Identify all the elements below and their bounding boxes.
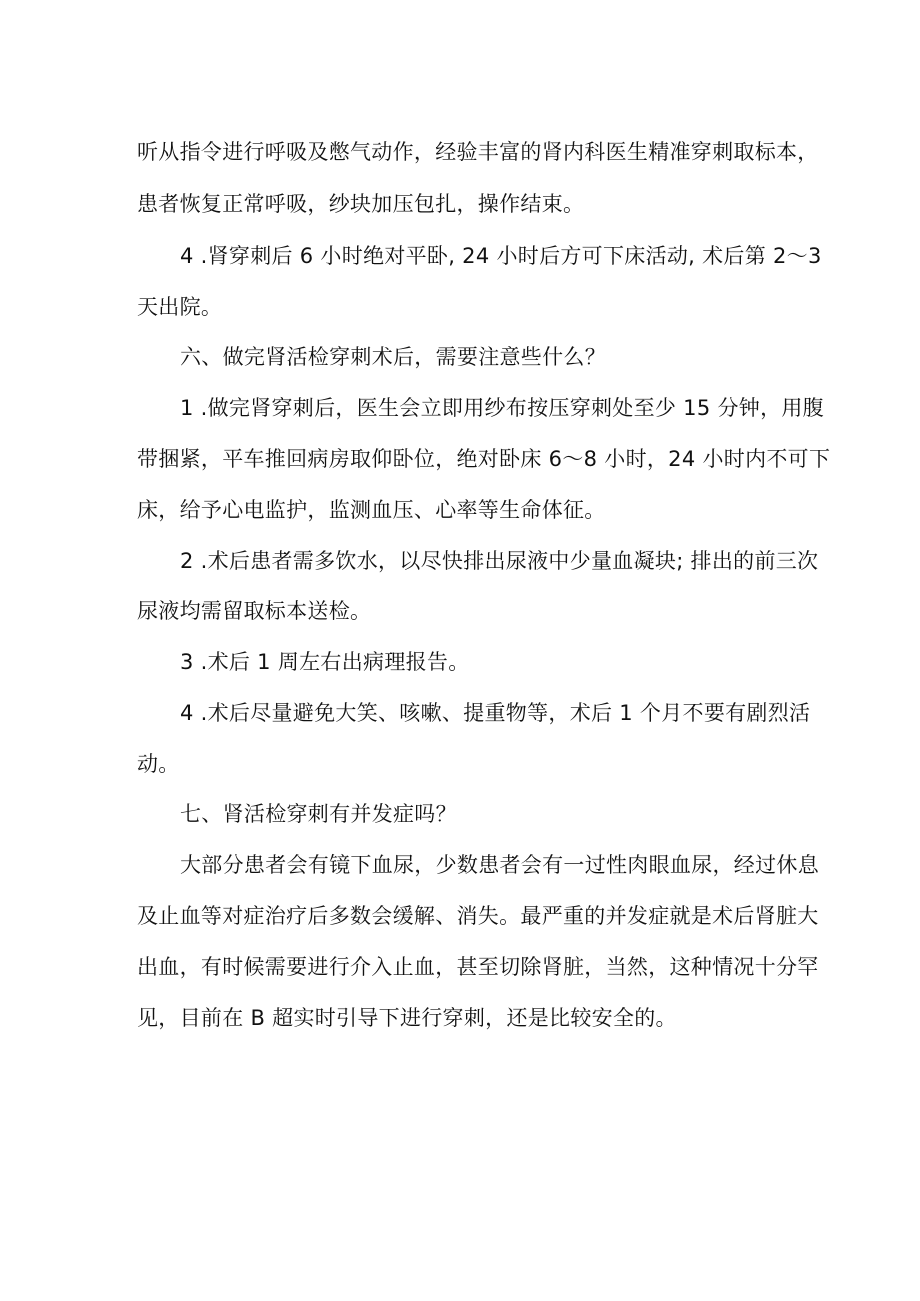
section-heading: 七、肾活检穿刺有并发症吗？ [180, 802, 457, 826]
list-item-line: 2 .术后患者需多饮水，以尽快排出尿液中少量血凝块; 排出的前三次 [180, 549, 819, 573]
list-item-line: 4 .术后尽量避免大笑、咳嗽、提重物等，术后 1 个月不要有剧烈活 [180, 701, 811, 725]
section-heading: 六、做完肾活检穿刺术后，需要注意些什么？ [180, 345, 606, 369]
list-item-line: 4 .肾穿刺后 6 小时绝对平卧, 24 小时后方可下床活动, 术后第 2～3 [180, 244, 822, 268]
paragraph-line: 出血，有时候需要进行介入止血，甚至切除肾脏，当然，这种情况十分罕 [137, 955, 819, 979]
list-item-line: 1 .做完肾穿刺后，医生会立即用纱布按压穿刺处至少 15 分钟，用腹 [180, 396, 824, 420]
paragraph-line: 大部分患者会有镜下血尿，少数患者会有一过性肉眼血尿，经过休息 [180, 853, 819, 877]
paragraph-line: 尿液均需留取标本送检。 [137, 599, 372, 623]
paragraph-line: 床，给予心电监护，监测血压、心率等生命体征。 [137, 498, 606, 522]
paragraph-line: 带捆紧，平车推回病房取仰卧位，绝对卧床 6～8 小时，24 小时内不可下 [137, 447, 831, 471]
paragraph-line: 动。 [137, 752, 180, 776]
paragraph-line: 患者恢复正常呼吸，纱块加压包扎，操作结束。 [137, 192, 585, 216]
paragraph-line: 见，目前在 B 超实时引导下进行穿刺，还是比较安全的。 [137, 1006, 677, 1030]
list-item-line: 3 .术后 1 周左右出病理报告。 [180, 650, 470, 674]
paragraph-line: 听从指令进行呼吸及憋气动作，经验丰富的肾内科医生精准穿刺取标本， [137, 140, 819, 164]
paragraph-line: 天出院。 [137, 295, 223, 319]
paragraph-line: 及止血等对症治疗后多数会缓解、消失。最严重的并发症就是术后肾脏大 [137, 904, 819, 928]
